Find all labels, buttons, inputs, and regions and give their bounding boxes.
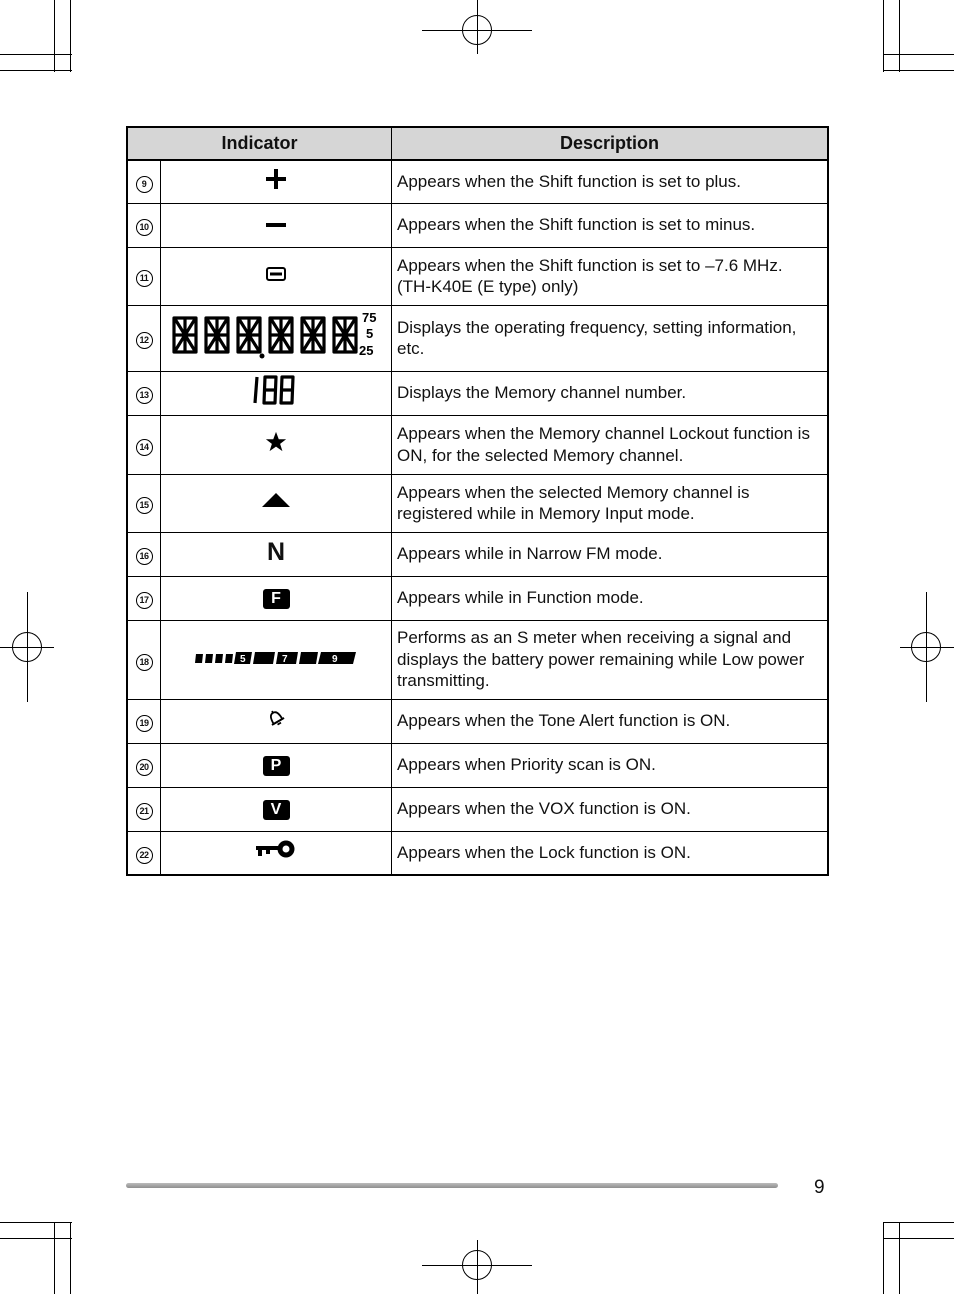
header-description: Description <box>392 127 829 160</box>
function-f-icon: F <box>263 589 290 609</box>
row-number: 20 <box>136 759 153 776</box>
minus-icon <box>265 220 287 230</box>
key-lock-icon <box>254 839 298 861</box>
row-number: 12 <box>136 332 153 349</box>
priority-p-icon: P <box>263 756 290 776</box>
row-number: 14 <box>136 439 153 456</box>
table-row <box>127 699 828 743</box>
table-row <box>127 620 828 699</box>
row-number: 15 <box>136 497 153 514</box>
vox-v-icon: V <box>263 800 290 820</box>
freq-step-75: 75 <box>362 310 377 326</box>
shift-minus-7-6-icon <box>266 267 286 281</box>
registration-left-circle <box>12 632 42 662</box>
crop-mark-tl-v2 <box>54 0 55 72</box>
star-icon <box>265 431 287 453</box>
description: Appears when the Memory channel Lockout function is ON, for the selected Memory channel. <box>392 415 829 474</box>
row-number: 10 <box>136 219 153 236</box>
description: Appears when Priority scan is ON. <box>392 743 829 787</box>
table-row <box>127 831 828 875</box>
registration-top-circle <box>462 15 492 45</box>
description: Appears when the Shift function is set to minus. <box>392 203 829 247</box>
plus-icon <box>265 168 287 190</box>
table-row <box>127 576 828 620</box>
description: Appears when the VOX function is ON. <box>392 787 829 831</box>
crop-mark-bl-h2 <box>0 1238 72 1239</box>
crop-mark-br-h <box>883 1222 954 1223</box>
row-number: 11 <box>136 270 153 287</box>
description: Displays the operating frequency, setting information, etc. <box>392 305 829 371</box>
s-meter-5: 5 <box>240 653 246 665</box>
footer-rule <box>126 1183 778 1188</box>
row-number: 17 <box>136 592 153 609</box>
description: Appears when the selected Memory channel is registered while in Memory Input mode. <box>392 474 829 532</box>
row-number: 16 <box>136 548 153 565</box>
table-row <box>127 415 828 474</box>
page-number: 9 <box>814 1177 825 1198</box>
table-row <box>127 743 828 787</box>
freq-step-5: 5 <box>366 326 374 342</box>
crop-mark-tr-h <box>883 54 954 55</box>
table-header-row <box>127 127 828 160</box>
table-row <box>127 247 828 305</box>
s-meter-icon <box>194 651 358 665</box>
crop-mark-br-v2 <box>899 1222 900 1294</box>
narrow-n-icon: N <box>266 538 286 567</box>
registration-right-circle <box>911 632 941 662</box>
s-meter-7: 7 <box>282 653 288 665</box>
description: Appears while in Function mode. <box>392 576 829 620</box>
row-number: 13 <box>136 387 153 404</box>
crop-mark-tr-v <box>883 0 884 72</box>
table-row <box>127 371 828 415</box>
bell-icon <box>266 708 286 728</box>
freq-step-25: 25 <box>359 343 374 359</box>
row-number: 22 <box>136 847 153 864</box>
s-meter-9: 9 <box>332 653 338 665</box>
row-number: 19 <box>136 715 153 732</box>
crop-mark-br-h2 <box>883 1238 954 1239</box>
frequency-display-icon <box>170 310 382 360</box>
indicator-table <box>126 126 829 876</box>
row-number: 18 <box>136 654 153 671</box>
description: Appears when the Shift function is set to –7.6 MHz. (TH-K40E (E type) only) <box>392 247 829 305</box>
table-row <box>127 160 828 203</box>
description: Appears when the Tone Alert function is ON. <box>392 699 829 743</box>
crop-mark-tr-v2 <box>899 0 900 72</box>
description: Appears when the Shift function is set to plus. <box>392 160 829 203</box>
table-row <box>127 474 828 532</box>
crop-mark-tl-h <box>0 54 72 55</box>
crop-mark-tr-h2 <box>883 70 954 71</box>
table-row <box>127 305 828 371</box>
row-number: 21 <box>136 803 153 820</box>
registration-bottom-circle <box>462 1250 492 1280</box>
crop-mark-br-v <box>883 1222 884 1294</box>
description: Appears while in Narrow FM mode. <box>392 532 829 576</box>
table-row <box>127 203 828 247</box>
crop-mark-bl-h <box>0 1222 72 1223</box>
memory-channel-digits-icon <box>251 374 301 406</box>
description: Appears when the Lock function is ON. <box>392 831 829 875</box>
description: Displays the Memory channel number. <box>392 371 829 415</box>
crop-mark-bl-v <box>70 1222 71 1294</box>
triangle-up-icon <box>261 492 291 508</box>
crop-mark-bl-v2 <box>54 1222 55 1294</box>
description: Performs as an S meter when receiving a signal and displays the battery power remaining while Low power transmitting. <box>392 620 829 699</box>
crop-mark-tl-h2 <box>0 70 72 71</box>
header-indicator: Indicator <box>127 127 392 160</box>
table-row <box>127 532 828 576</box>
row-number: 9 <box>136 176 153 193</box>
crop-mark-tl-v <box>70 0 71 72</box>
table-row <box>127 787 828 831</box>
